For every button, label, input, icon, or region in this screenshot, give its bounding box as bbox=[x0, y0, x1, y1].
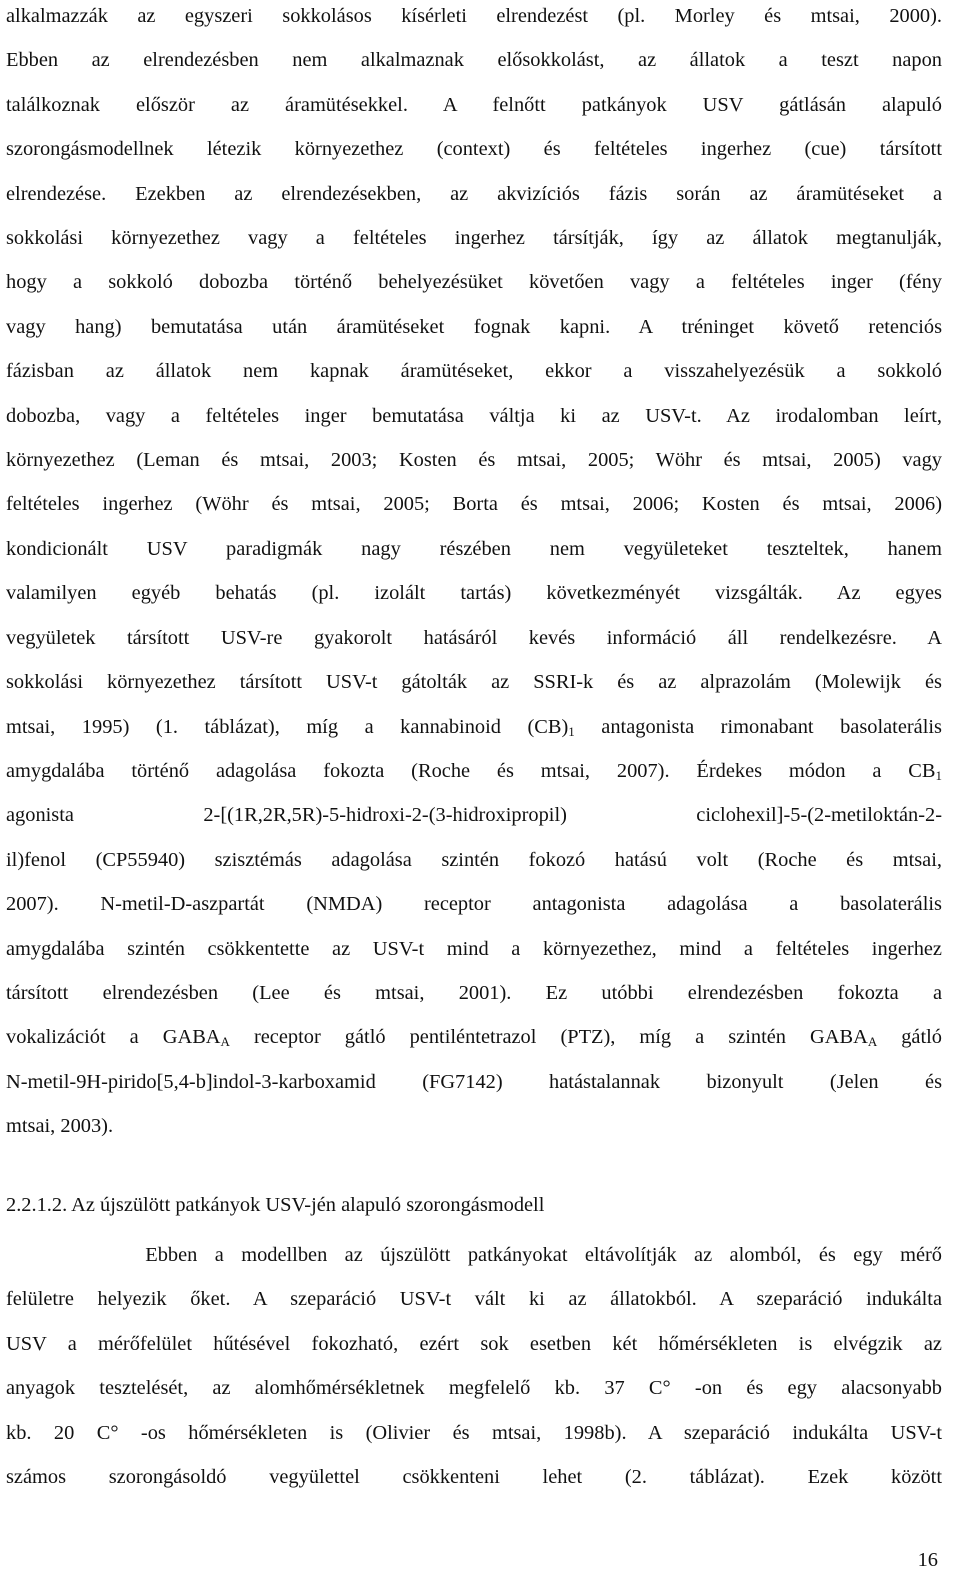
text-line: kondicionált USV paradigmák nagy részében nem vegyületeket teszteltek, hanem bbox=[6, 537, 942, 560]
text-line: számos szorongásoldó vegyülettel csökkenteni lehet (2. táblázat). Ezek között bbox=[6, 1466, 942, 1488]
text-line: USV a mérőfelület hűtésével fokozható, ezért sok esetben két hőmérsékleten is elvégzik az bbox=[6, 1332, 942, 1355]
text-line: mtsai, 2003). bbox=[6, 1115, 114, 1138]
subscript: A bbox=[220, 1034, 230, 1050]
text-segment: mtsai, 1995) (1. táblázat), míg a kannabinoid (CB) bbox=[6, 715, 569, 738]
text-line: agonista 2-[(1R,2R,5R)-5-hidroxi-2-(3-hidroxipropil) ciclohexil]-5-(2-metiloktán-2- bbox=[6, 804, 942, 827]
text-line: feltételes ingerhez (Wöhr és mtsai, 2005; Borta és mtsai, 2006; Kosten és mtsai, 2006) bbox=[6, 493, 942, 516]
subscript: 1 bbox=[568, 723, 575, 739]
text-line: környezethez (Leman és mtsai, 2003; Kosten és mtsai, 2005; Wöhr és mtsai, 2005) vagy bbox=[6, 449, 942, 472]
subscript: A bbox=[867, 1034, 878, 1050]
body-paragraph-1 bbox=[6, 0, 942, 1149]
text-line: társított elrendezésben (Lee és mtsai, 2001). Ez utóbbi elrendezésben fokozta a bbox=[6, 981, 942, 1004]
text-line: N-metil-9H-pirido[5,4-b]indol-3-karboxamid (FG7142) hatástalannak bizonyult (Jelen és bbox=[6, 1070, 942, 1093]
body-paragraph-2 bbox=[6, 1233, 942, 1499]
text-line: hogy a sokkoló dobozba történő behelyezésüket követően vagy a feltételes inger (fény bbox=[6, 271, 942, 294]
document-page bbox=[6, 0, 942, 1499]
text-line: valamilyen egyéb behatás (pl. izolált tartás) következményét vizsgálták. Az egyes bbox=[6, 582, 942, 605]
page-number: 16 bbox=[917, 1549, 938, 1571]
text-line: felületre helyezik őket. A szeparáció USV-t vált ki az állatokból. A szeparáció indukálta bbox=[6, 1288, 942, 1311]
text-line bbox=[6, 705, 942, 749]
subscript: 1 bbox=[935, 767, 942, 783]
text-line: sokkolási környezethez vagy a feltételes ingerhez társítják, így az állatok megtanulják, bbox=[6, 227, 942, 250]
text-line bbox=[6, 749, 942, 793]
section-heading: 2.2.1.2. Az újszülött patkányok USV-jén alapuló szorongásmodell bbox=[6, 1193, 545, 1216]
text-line: il)fenol (CP55940) szisztémás adagolása szintén fokozó hatású volt (Roche és mtsai, bbox=[6, 848, 942, 871]
text-line: 2007). N-metil-D-aszpartát (NMDA) receptor antagonista adagolása a basolaterális bbox=[6, 893, 942, 916]
text-line: Ebben az elrendezésben nem alkalmaznak elősokkolást, az állatok a teszt napon bbox=[6, 49, 942, 72]
text-line: amygdalába szintén csökkentette az USV-t mind a környezethez, mind a feltételes ingerhez bbox=[6, 937, 942, 960]
text-line: vegyületek társított USV-re gyakorolt hatásáról kevés információ áll rendelkezésre. A bbox=[6, 626, 942, 649]
text-line: szorongásmodellnek létezik környezethez (context) és feltételes ingerhez (cue) társított bbox=[6, 138, 942, 161]
text-line: elrendezése. Ezekben az elrendezésekben, az akvizíciós fázis során az áramütéseket a bbox=[6, 182, 942, 205]
text-line bbox=[6, 1015, 942, 1059]
text-segment: gátló bbox=[877, 1026, 943, 1049]
text-line: sokkolási környezethez társított USV-t gátolták az SSRI-k és az alprazolám (Molewijk és bbox=[6, 671, 942, 694]
text-line: dobozba, vagy a feltételes inger bemutatása váltja ki az USV-t. Az irodalomban leírt, bbox=[6, 404, 942, 427]
text-line: találkoznak először az áramütésekkel. A felnőtt patkányok USV gátlásán alapuló bbox=[6, 93, 942, 116]
text-segment: receptor gátló pentiléntetrazol (PTZ), míg a szintén GABA bbox=[229, 1026, 868, 1049]
text-line: kb. 20 C° -os hőmérsékleten is (Olivier és mtsai, 1998b). A szeparáció indukálta USV-t bbox=[6, 1421, 942, 1444]
text-line: Ebben a modellben az újszülött patkányokat eltávolítják az alomból, és egy mérő bbox=[6, 1243, 942, 1266]
text-line: fázisban az állatok nem kapnak áramütéseket, ekkor a visszahelyezésük a sokkoló bbox=[6, 360, 942, 383]
text-line: anyagok tesztelését, az alomhőmérsékletnek megfelelő kb. 37 C° -on és egy alacsonyabb bbox=[6, 1377, 942, 1400]
text-segment: amygdalába történő adagolása fokozta (Roche és mtsai, 2007). Érdekes módon a CB bbox=[6, 759, 936, 782]
text-line: vagy hang) bemutatása után áramütéseket fognak kapni. A tréninget követő retenciós bbox=[6, 315, 942, 338]
text-segment: antagonista rimonabant basolaterális bbox=[574, 715, 942, 738]
text-line: alkalmazzák az egyszeri sokkolásos kísérleti elrendezést (pl. Morley és mtsai, 2000). bbox=[6, 5, 942, 27]
text-segment: vokalizációt a GABA bbox=[6, 1026, 221, 1049]
